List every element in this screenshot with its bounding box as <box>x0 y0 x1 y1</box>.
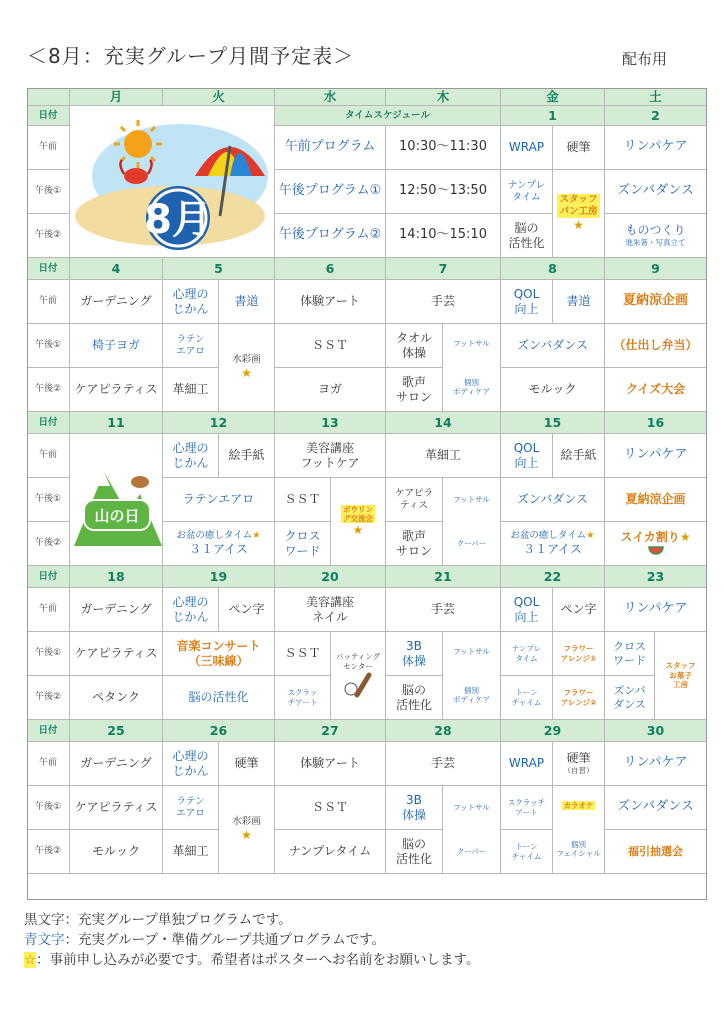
program-cell: トーン チャイム <box>501 676 553 720</box>
program-sub-label: （三味線） <box>188 653 249 668</box>
date-wed: 27 <box>275 720 386 742</box>
program-cell: クイズ大会 <box>605 368 707 412</box>
corner-cell <box>27 88 70 106</box>
slot-pm1: 午後① <box>27 786 70 830</box>
program-cell: リンパケア <box>605 742 707 786</box>
date-sat: 2 <box>605 106 707 126</box>
date-thu: 7 <box>386 258 501 280</box>
program-cell-watercolor <box>219 786 275 874</box>
schedule-am-program: 午前プログラム <box>275 126 386 170</box>
program-cell: 歌声 サロン <box>386 368 443 412</box>
program-cell-bowling <box>331 478 386 566</box>
program-cell: ガーデニング <box>70 280 163 324</box>
program-cell: ナンプレ タイム <box>501 170 553 214</box>
schedule-pm2-program: 午後プログラム② <box>275 214 386 258</box>
date-label: 日付 <box>27 566 70 588</box>
mountain-day-text: 山の日 <box>94 507 140 525</box>
program-cell: 手芸 <box>386 742 501 786</box>
program-label: ものつくり <box>625 223 686 238</box>
schedule-table <box>27 88 707 900</box>
program-cell: 硬筆 <box>553 126 605 170</box>
slot-pm2: 午後② <box>27 522 70 566</box>
date-sat: 9 <box>605 258 707 280</box>
slot-am: 午前 <box>27 434 70 478</box>
program-cell-futsal <box>443 632 501 720</box>
program-cell: 脳の 活性化 <box>386 676 443 720</box>
program-cell: リンパケア <box>605 434 707 478</box>
august-illustration <box>70 106 275 258</box>
program-cell: フラワー アレンジ② <box>553 676 605 720</box>
date-wed: 20 <box>275 566 386 588</box>
date-tue: 12 <box>163 412 275 434</box>
weekday-fri: 金 <box>501 88 605 106</box>
program-label: クーパー <box>456 846 487 856</box>
schedule-pm1-time: 12:50〜13:50 <box>386 170 501 214</box>
program-cell-obon <box>501 522 605 566</box>
program-cell: 椅子ヨガ <box>70 324 163 368</box>
august-big-text: 8月 <box>144 197 212 243</box>
program-cell: リンパケア <box>605 588 707 632</box>
program-label: フットサル <box>453 803 490 813</box>
program-cell: 硬筆 <box>219 742 275 786</box>
program-cell: ズンバ ダンス <box>605 676 655 720</box>
program-cell: 脳の 活性化 <box>501 214 553 258</box>
schedule-pm2-time: 14:10〜15:10 <box>386 214 501 258</box>
time-schedule-header: タイムスケジュール <box>275 106 501 126</box>
program-cell-futsal <box>443 786 501 874</box>
note-star: ☆：事前申し込みが必要です。希望者はポスターへお名前をお願いします。 <box>24 952 480 968</box>
program-cell: 心理の じかん <box>163 588 219 632</box>
program-cell: ズンバダンス <box>501 478 605 522</box>
slot-am: 午前 <box>27 280 70 324</box>
date-sat: 23 <box>605 566 707 588</box>
date-sat: 16 <box>605 412 707 434</box>
program-label: お盆の癒しタイム★ <box>510 530 595 542</box>
date-mon: 25 <box>70 720 163 742</box>
sun-icon <box>124 130 152 158</box>
program-sub-label: ３１アイス <box>189 541 248 556</box>
watermelon-icon <box>648 545 664 557</box>
program-label: 硬筆 <box>566 751 591 766</box>
program-cell: ケアピラティス <box>70 632 163 676</box>
date-fri: 15 <box>501 412 605 434</box>
date-thu: 21 <box>386 566 501 588</box>
program-cell: ペン字 <box>219 588 275 632</box>
program-cell: ヨガ <box>275 368 386 412</box>
slot-pm2: 午後② <box>27 368 70 412</box>
program-cell: 心理の じかん <box>163 280 219 324</box>
date-fri: 29 <box>501 720 605 742</box>
program-cell: QOL 向上 <box>501 588 553 632</box>
program-cell: ＳＳＴ <box>275 786 386 830</box>
program-cell: 体験アート <box>275 280 386 324</box>
program-cell: ラテン エアロ <box>163 786 219 830</box>
program-cell: タオル 体操 <box>386 324 443 368</box>
star-icon: ★ <box>252 530 261 542</box>
program-cell: （仕出し弁当） <box>605 324 707 368</box>
star-icon: ★ <box>586 530 595 542</box>
program-cell: ガーデニング <box>70 742 163 786</box>
program-cell: 夏納涼企画 <box>605 478 707 522</box>
program-cell: スクラッチ アート <box>501 786 553 830</box>
program-cell: 革細工 <box>163 368 219 412</box>
program-cell-calligraphy <box>553 742 605 786</box>
date-label: 日付 <box>27 412 70 434</box>
slot-am: 午前 <box>27 742 70 786</box>
program-cell: ガーデニング <box>70 588 163 632</box>
program-cell: 手芸 <box>386 588 501 632</box>
program-sub-label: ３１アイス <box>523 541 582 556</box>
program-cell: フラワー アレンジ① <box>553 632 605 676</box>
program-cell: QOL 向上 <box>501 280 553 324</box>
date-fri: 22 <box>501 566 605 588</box>
program-cell-futsal <box>443 478 501 566</box>
date-mon: 18 <box>70 566 163 588</box>
program-cell: ナンプレタイム <box>275 830 386 874</box>
program-cell: ケアピラティス <box>70 786 163 830</box>
program-cell-watercolor <box>219 324 275 412</box>
program-cell: モルック <box>70 830 163 874</box>
date-fri: 8 <box>501 258 605 280</box>
weekday-wed: 水 <box>275 88 386 106</box>
slot-pm1: 午後① <box>27 478 70 522</box>
program-label: バッティング センター <box>335 652 381 671</box>
date-thu: 28 <box>386 720 501 742</box>
program-cell: 夏納涼企画 <box>605 280 707 324</box>
note-blue: 青文字：充実グループ・準備グループ共通プログラムです。 <box>24 932 386 948</box>
star-icon: ★ <box>573 217 584 232</box>
program-cell: QOL 向上 <box>501 434 553 478</box>
program-label: 音楽コンサート <box>176 638 261 653</box>
program-cell: 3B 体操 <box>386 786 443 830</box>
baseball-bat-icon <box>343 671 373 699</box>
program-cell: 心理の じかん <box>163 434 219 478</box>
program-cell: ズンバダンス <box>501 324 605 368</box>
program-cell: スタッフ お菓子 工房 <box>655 632 707 720</box>
program-label: クーパー <box>456 538 487 548</box>
program-cell: トーン チャイム <box>501 830 553 874</box>
crab-icon <box>124 168 148 184</box>
program-cell-concert <box>163 632 275 676</box>
program-cell-futsal <box>443 324 501 412</box>
program-cell: 書道 <box>553 280 605 324</box>
program-cell: ＳＳＴ <box>275 478 331 522</box>
program-cell: ラテンエアロ <box>163 478 275 522</box>
program-cell: 脳の 活性化 <box>386 830 443 874</box>
date-wed: 13 <box>275 412 386 434</box>
program-cell: スクラッ チアート <box>275 676 331 720</box>
program-cell: モルック <box>501 368 605 412</box>
program-cell: ペタンク <box>70 676 163 720</box>
date-label: 日付 <box>27 258 70 280</box>
program-cell-obon <box>163 522 275 566</box>
date-sat: 30 <box>605 720 707 742</box>
program-cell: 革細工 <box>386 434 501 478</box>
program-cell: ペン字 <box>553 588 605 632</box>
program-cell-batting <box>331 632 386 720</box>
program-cell: ナンプレ タイム <box>501 632 553 676</box>
date-wed: 6 <box>275 258 386 280</box>
date-tue: 19 <box>163 566 275 588</box>
program-cell: クロス ワード <box>605 632 655 676</box>
program-cell: WRAP <box>501 126 553 170</box>
program-label: フットサル <box>453 338 490 348</box>
program-cell: ＳＳＴ <box>275 632 331 676</box>
slot-pm1: 午後① <box>27 324 70 368</box>
legend-notes <box>24 910 479 970</box>
program-label: 個別 ボディケア <box>453 377 490 396</box>
mountain-day-illustration <box>70 434 163 566</box>
schedule-am-time: 10:30〜11:30 <box>386 126 501 170</box>
program-label: フットサル <box>453 495 490 505</box>
program-cell: ケアピラ ティス <box>386 478 443 522</box>
program-sub-label: 個別 フェイシャル <box>556 839 601 858</box>
program-cell: 書道 <box>219 280 275 324</box>
weekday-mon: 月 <box>70 88 163 106</box>
program-label: 水彩画 <box>232 816 261 828</box>
program-cell: 福引抽選会 <box>605 830 707 874</box>
weekday-thu: 木 <box>386 88 501 106</box>
slot-pm2: 午後② <box>27 214 70 258</box>
date-tue: 26 <box>163 720 275 742</box>
program-label: スタッフ パン工房 <box>559 194 598 217</box>
program-cell-watermelon <box>605 522 707 566</box>
program-cell: ケアピラティス <box>70 368 163 412</box>
slot-pm1: 午後① <box>27 632 70 676</box>
slot-am: 午前 <box>27 126 70 170</box>
note-black: 黒文字：充実グループ単独プログラムです。 <box>24 912 292 928</box>
weekday-sat: 土 <box>605 88 707 106</box>
program-label: 個別 ボディケア <box>453 685 490 704</box>
program-cell: 歌声 サロン <box>386 522 443 566</box>
program-cell-karaoke <box>553 786 605 874</box>
program-cell-staff-bread <box>553 170 605 258</box>
program-cell: 絵手紙 <box>553 434 605 478</box>
date-label: 日付 <box>27 106 70 126</box>
program-cell: 美容講座 ネイル <box>275 588 386 632</box>
date-mon: 11 <box>70 412 163 434</box>
program-label: お盆の癒しタイム★ <box>176 530 261 542</box>
date-thu: 14 <box>386 412 501 434</box>
program-cell: WRAP <box>501 742 553 786</box>
slot-am: 午前 <box>27 588 70 632</box>
program-cell: 革細工 <box>163 830 219 874</box>
schedule-pm1-program: 午後プログラム① <box>275 170 386 214</box>
program-label: 水彩画 <box>232 354 261 366</box>
program-sub-label: （自習） <box>563 766 594 776</box>
page-title: ＜8月：充実グループ月間予定表＞ <box>27 44 355 68</box>
star-icon: ★ <box>352 523 364 538</box>
distribution-label: 配布用 <box>622 50 668 68</box>
slot-pm1: 午後① <box>27 170 70 214</box>
star-outline-icon: ☆ <box>24 952 37 968</box>
program-label: フットサル <box>453 646 490 656</box>
slot-pm2: 午後② <box>27 830 70 874</box>
program-cell: 体験アート <box>275 742 386 786</box>
slot-pm2: 午後② <box>27 676 70 720</box>
program-label: スイカ割り★ <box>620 530 691 544</box>
program-cell: クロス ワード <box>275 522 331 566</box>
program-cell: ズンバダンス <box>605 170 707 214</box>
program-label: カラオケ <box>563 800 594 810</box>
program-cell: ズンバダンス <box>605 786 707 830</box>
program-label: ボウリン グ交流会 <box>343 504 373 523</box>
program-cell: 3B 体操 <box>386 632 443 676</box>
program-sub-label: 進朱箸・写真立て <box>625 238 686 248</box>
program-cell: ラテン エアロ <box>163 324 219 368</box>
star-icon: ★ <box>241 827 252 842</box>
date-label: 日付 <box>27 720 70 742</box>
program-cell-craft <box>605 214 707 258</box>
weekday-tue: 火 <box>163 88 275 106</box>
star-icon: ★ <box>241 365 252 380</box>
program-cell: ＳＳＴ <box>275 324 386 368</box>
date-mon: 4 <box>70 258 163 280</box>
program-cell: 脳の活性化 <box>163 676 275 720</box>
program-cell: 絵手紙 <box>219 434 275 478</box>
bird-icon <box>131 476 149 488</box>
date-tue: 5 <box>163 258 275 280</box>
star-icon: ★ <box>679 530 691 544</box>
program-cell: 心理の じかん <box>163 742 219 786</box>
date-fri: 1 <box>501 106 605 126</box>
program-cell: 手芸 <box>386 280 501 324</box>
program-cell: リンパケア <box>605 126 707 170</box>
program-cell: 美容講座 フットケア <box>275 434 386 478</box>
